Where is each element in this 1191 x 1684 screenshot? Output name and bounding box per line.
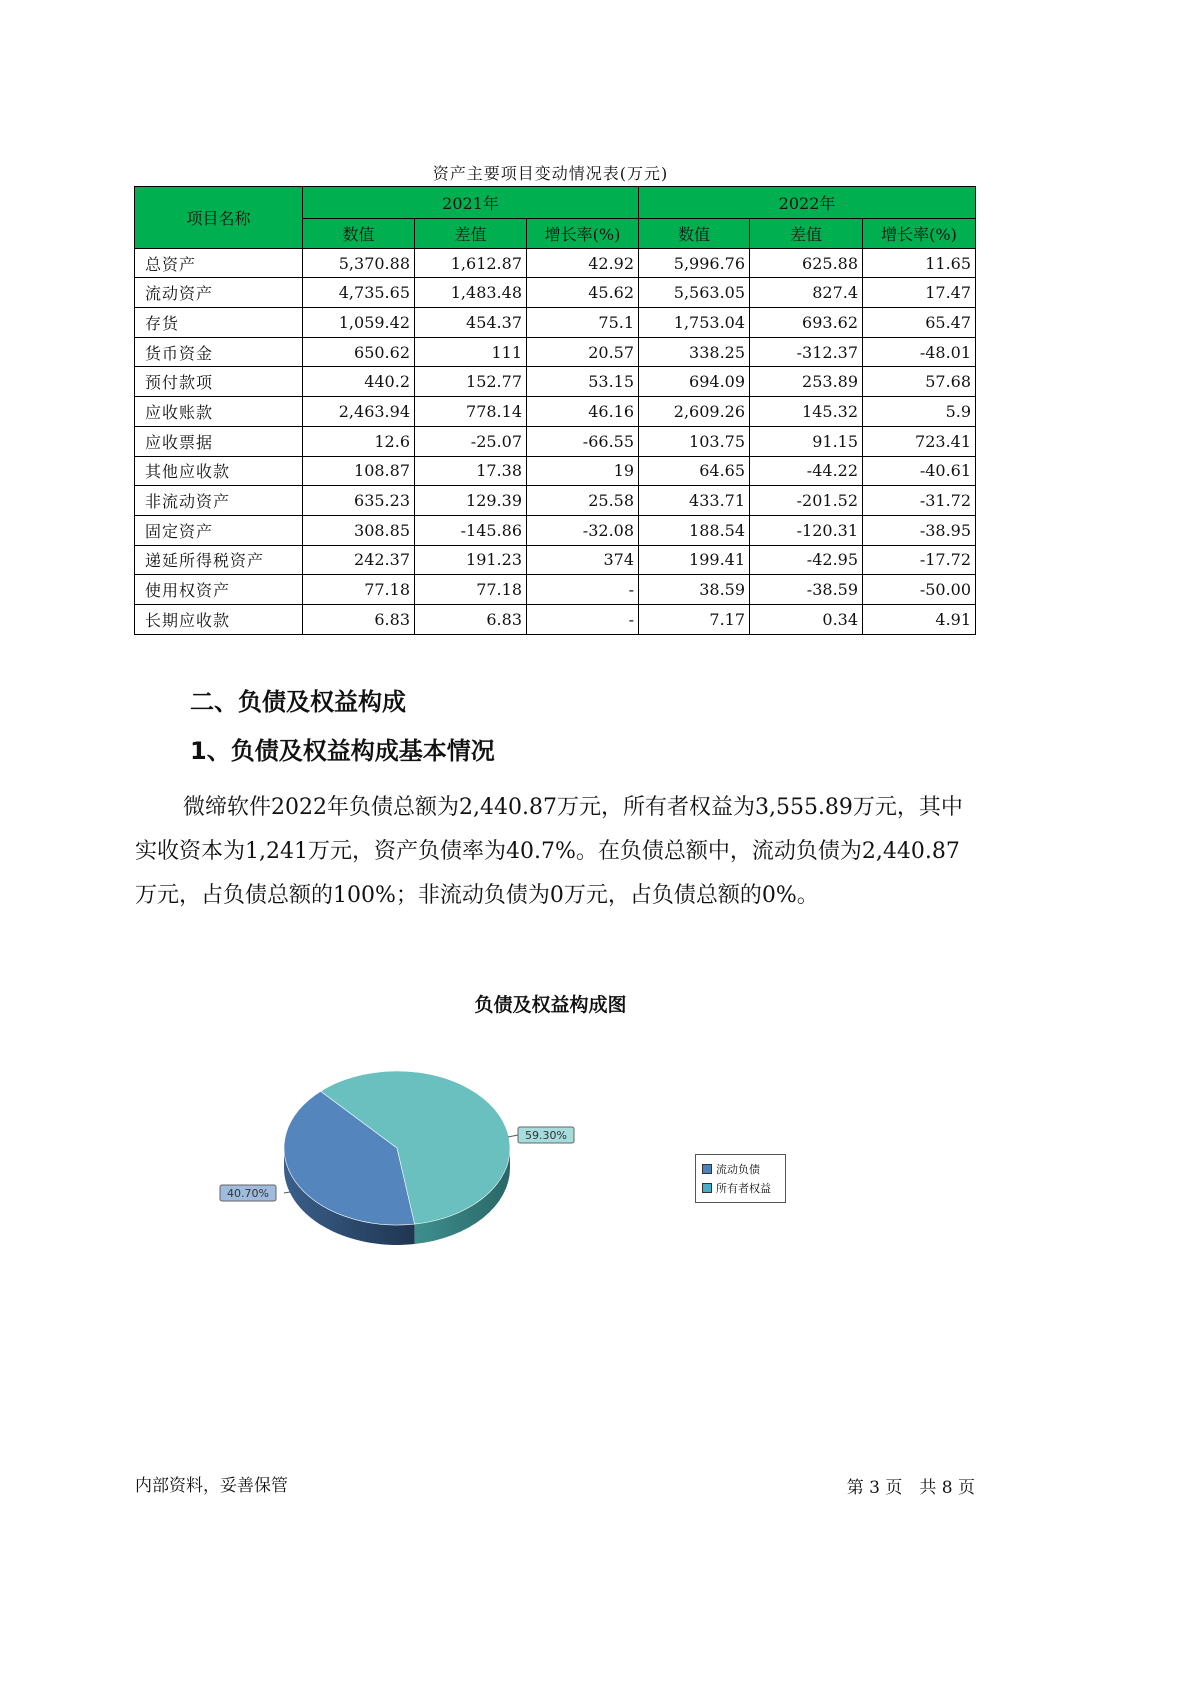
row-item-name: 存货 bbox=[135, 308, 303, 338]
table-row bbox=[135, 397, 976, 427]
table-cell: 374 bbox=[527, 545, 639, 575]
section-heading: 二、负债及权益构成 bbox=[190, 688, 406, 716]
table-row bbox=[135, 456, 976, 486]
table-cell: 42.92 bbox=[527, 248, 639, 278]
table-cell: 694.09 bbox=[639, 367, 750, 397]
pie-chart bbox=[200, 1060, 620, 1280]
table-cell: -25.07 bbox=[415, 426, 527, 456]
table-cell: -312.37 bbox=[750, 337, 863, 367]
row-item-name: 流动资产 bbox=[135, 278, 303, 308]
table-cell: -38.59 bbox=[750, 575, 863, 605]
column-group-2022: 2022年 bbox=[639, 187, 976, 219]
chart-title: 负债及权益构成图 bbox=[474, 994, 627, 1016]
pie-data-label: 40.70% bbox=[227, 1187, 269, 1200]
table-cell: 5,370.88 bbox=[303, 248, 415, 278]
table-row bbox=[135, 248, 976, 278]
table-cell: 91.15 bbox=[750, 426, 863, 456]
row-item-name: 总资产 bbox=[135, 248, 303, 278]
table-cell: 440.2 bbox=[303, 367, 415, 397]
table-cell: 12.6 bbox=[303, 426, 415, 456]
table-row bbox=[135, 278, 976, 308]
table-cell: 64.65 bbox=[639, 456, 750, 486]
table-cell: 188.54 bbox=[639, 515, 750, 545]
table-cell: -44.22 bbox=[750, 456, 863, 486]
table-cell: -201.52 bbox=[750, 486, 863, 516]
pie-label-leader bbox=[284, 1192, 290, 1193]
table-cell: 308.85 bbox=[303, 515, 415, 545]
row-item-name: 非流动资产 bbox=[135, 486, 303, 516]
table-cell: 111 bbox=[415, 337, 527, 367]
table-cell: -145.86 bbox=[415, 515, 527, 545]
table-cell: 152.77 bbox=[415, 367, 527, 397]
asset-change-table bbox=[134, 186, 976, 635]
table-cell: 778.14 bbox=[415, 397, 527, 427]
table-cell: 77.18 bbox=[303, 575, 415, 605]
table-row bbox=[135, 604, 976, 634]
row-item-name: 货币资金 bbox=[135, 337, 303, 367]
table-cell: 1,483.48 bbox=[415, 278, 527, 308]
table-cell: -40.61 bbox=[863, 456, 976, 486]
table-cell: 17.38 bbox=[415, 456, 527, 486]
table-cell: 75.1 bbox=[527, 308, 639, 338]
table-cell: 6.83 bbox=[303, 604, 415, 634]
table-cell: 108.87 bbox=[303, 456, 415, 486]
legend-item-current-liabilities bbox=[702, 1159, 785, 1178]
footer-confidential-note: 内部资料，妥善保管 bbox=[135, 1476, 288, 1496]
summary-paragraph: 微缔软件2022年负债总额为2,440.87万元，所有者权益为3,555.89万元，其中实收资本为1,241万元，资产负债率为40.7%。在负债总额中，流动负债为2,440.87万元，占负债总额的100%；非流动负债为0万元，占负债总额的0%。 bbox=[135, 795, 963, 908]
table-row bbox=[135, 515, 976, 545]
table-cell: -32.08 bbox=[527, 515, 639, 545]
table-cell: 53.15 bbox=[527, 367, 639, 397]
pie-tops bbox=[284, 1071, 510, 1225]
table-row bbox=[135, 426, 976, 456]
table-cell: - bbox=[527, 604, 639, 634]
table-cell: 7.17 bbox=[639, 604, 750, 634]
table-cell: 454.37 bbox=[415, 308, 527, 338]
chart-legend bbox=[695, 1154, 786, 1203]
row-item-name: 固定资产 bbox=[135, 515, 303, 545]
table-cell: 145.32 bbox=[750, 397, 863, 427]
table-cell: 17.47 bbox=[863, 278, 976, 308]
table-cell: 191.23 bbox=[415, 545, 527, 575]
table-cell: 45.62 bbox=[527, 278, 639, 308]
table-cell: -31.72 bbox=[863, 486, 976, 516]
table-row bbox=[135, 337, 976, 367]
column-group-2021: 2021年 bbox=[303, 187, 639, 219]
legend-label: 流动负债 bbox=[716, 1162, 760, 1176]
table-cell: 827.4 bbox=[750, 278, 863, 308]
table-cell: 19 bbox=[527, 456, 639, 486]
row-item-name: 预付款项 bbox=[135, 367, 303, 397]
table-cell: -120.31 bbox=[750, 515, 863, 545]
table-cell: 129.39 bbox=[415, 486, 527, 516]
legend-swatch-current-liabilities bbox=[702, 1164, 712, 1174]
table-row bbox=[135, 308, 976, 338]
column-header: 增长率(%) bbox=[527, 219, 639, 249]
column-header-item-name: 项目名称 bbox=[135, 187, 303, 249]
table-cell: -42.95 bbox=[750, 545, 863, 575]
table-cell: 433.71 bbox=[639, 486, 750, 516]
row-item-name: 其他应收款 bbox=[135, 456, 303, 486]
table-cell: 25.58 bbox=[527, 486, 639, 516]
table-cell: 650.62 bbox=[303, 337, 415, 367]
table-cell: 0.34 bbox=[750, 604, 863, 634]
table-cell: -48.01 bbox=[863, 337, 976, 367]
table-cell: 625.88 bbox=[750, 248, 863, 278]
row-item-name: 长期应收款 bbox=[135, 604, 303, 634]
table-cell: 723.41 bbox=[863, 426, 976, 456]
legend-item-owners-equity bbox=[702, 1178, 785, 1197]
table-cell: 11.65 bbox=[863, 248, 976, 278]
table-cell: 20.57 bbox=[527, 337, 639, 367]
table-cell: - bbox=[527, 575, 639, 605]
table-cell: 5.9 bbox=[863, 397, 976, 427]
table-cell: -17.72 bbox=[863, 545, 976, 575]
table-row bbox=[135, 575, 976, 605]
table-cell: 5,563.05 bbox=[639, 278, 750, 308]
table-cell: 199.41 bbox=[639, 545, 750, 575]
table-cell: 46.16 bbox=[527, 397, 639, 427]
table-caption: 资产主要项目变动情况表(万元) bbox=[432, 164, 669, 183]
table-cell: 65.47 bbox=[863, 308, 976, 338]
table-cell: 57.68 bbox=[863, 367, 976, 397]
table-cell: 2,609.26 bbox=[639, 397, 750, 427]
table-row bbox=[135, 367, 976, 397]
section-subheading: 1、负债及权益构成基本情况 bbox=[190, 737, 495, 765]
table-cell: 4.91 bbox=[863, 604, 976, 634]
legend-label: 所有者权益 bbox=[716, 1181, 771, 1195]
column-header: 差值 bbox=[415, 219, 527, 249]
legend-swatch-owners-equity bbox=[702, 1183, 712, 1193]
table-row bbox=[135, 545, 976, 575]
table-cell: 635.23 bbox=[303, 486, 415, 516]
column-header: 增长率(%) bbox=[863, 219, 976, 249]
row-item-name: 应收票据 bbox=[135, 426, 303, 456]
row-item-name: 应收账款 bbox=[135, 397, 303, 427]
table-cell: 5,996.76 bbox=[639, 248, 750, 278]
table-cell: 77.18 bbox=[415, 575, 527, 605]
table-cell: 242.37 bbox=[303, 545, 415, 575]
table-cell: -66.55 bbox=[527, 426, 639, 456]
table-cell: 253.89 bbox=[750, 367, 863, 397]
table-body bbox=[135, 248, 976, 634]
row-item-name: 使用权资产 bbox=[135, 575, 303, 605]
column-header: 差值 bbox=[750, 219, 863, 249]
table-cell: 38.59 bbox=[639, 575, 750, 605]
table-row bbox=[135, 486, 976, 516]
table-cell: 103.75 bbox=[639, 426, 750, 456]
table-cell: 338.25 bbox=[639, 337, 750, 367]
row-item-name: 递延所得税资产 bbox=[135, 545, 303, 575]
table-cell: -38.95 bbox=[863, 515, 976, 545]
pie-label-leader bbox=[508, 1135, 518, 1137]
footer-page-number: 第 3 页 共 8 页 bbox=[846, 1478, 975, 1498]
pie-data-label: 59.30% bbox=[525, 1129, 567, 1142]
table-cell: 2,463.94 bbox=[303, 397, 415, 427]
table-cell: 693.62 bbox=[750, 308, 863, 338]
table-cell: 1,753.04 bbox=[639, 308, 750, 338]
column-header: 数值 bbox=[639, 219, 750, 249]
table-cell: 4,735.65 bbox=[303, 278, 415, 308]
table-cell: 1,059.42 bbox=[303, 308, 415, 338]
column-header: 数值 bbox=[303, 219, 415, 249]
table-cell: 1,612.87 bbox=[415, 248, 527, 278]
table-cell: -50.00 bbox=[863, 575, 976, 605]
table-cell: 6.83 bbox=[415, 604, 527, 634]
